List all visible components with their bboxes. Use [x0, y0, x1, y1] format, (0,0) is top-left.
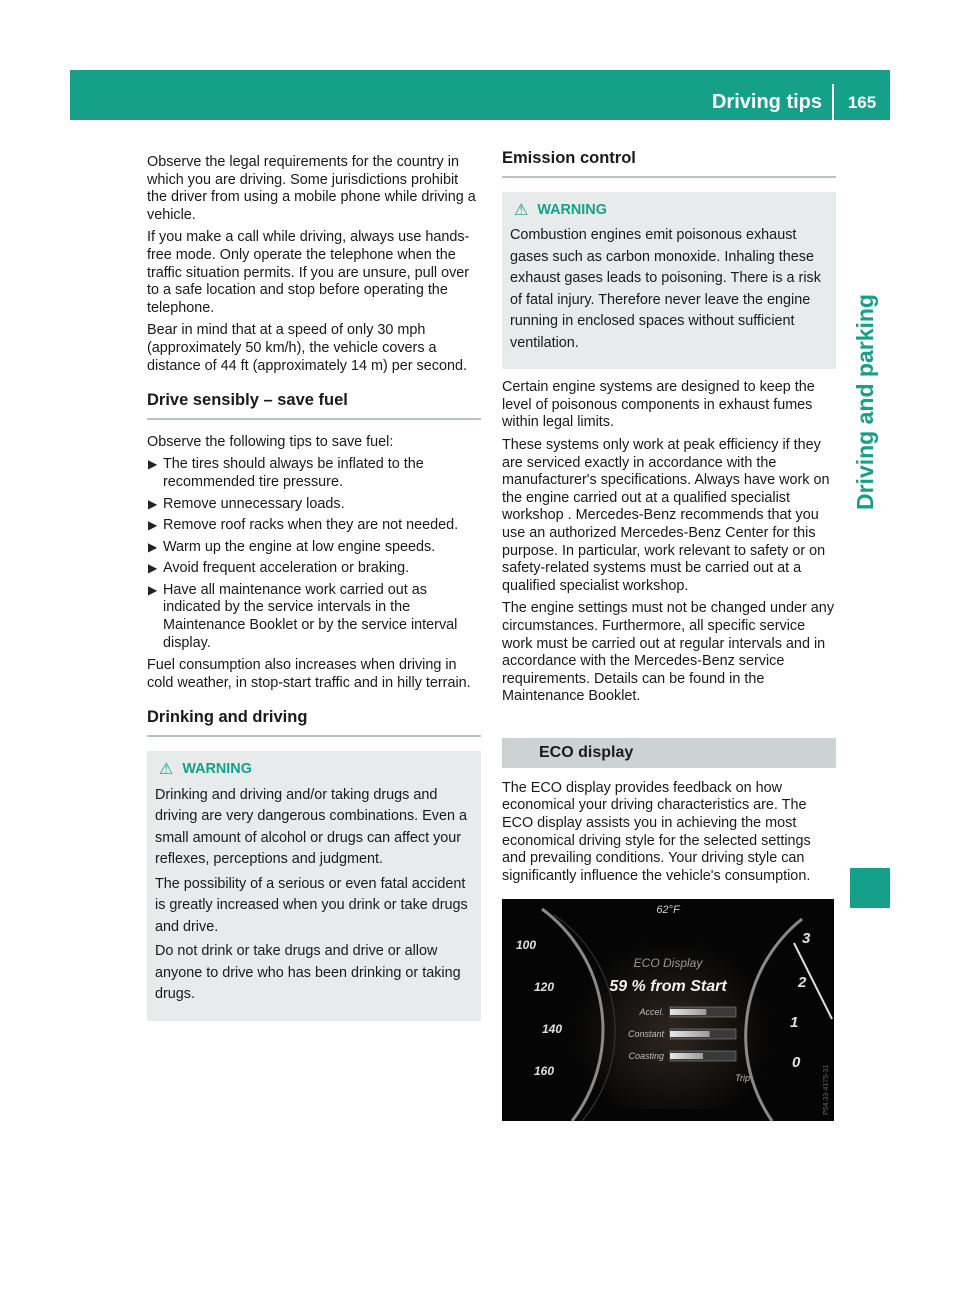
eco-bar-fill [670, 1053, 703, 1059]
speed-mark: 160 [534, 1064, 555, 1079]
chapter-title: Driving tips [711, 91, 822, 113]
list-item: ▶ The tires should always be inflated to the recommended tire pressure. [148, 456, 424, 490]
intro-paragraph: Bear in mind that at a speed of only 30 mph (approximately 50 km/h), the vehicle covers a distance of 44 ft (approximately 14 m) per second. [147, 322, 467, 374]
arrow-icon: ▶ [148, 518, 158, 533]
rpm-mark: 1 [790, 1014, 799, 1032]
emission-paragraph: These systems only work at peak efficiency if they are serviced exactly in accordance with the manufacturer's specifications. Always have work on the engine carried out at a qualified specialist workshop . Mercedes-Benz recommends that you use an authorized Mercedes-Benz Center for this purpose. In particular, work relevant to safety or on safety-related systems must be carried out at a qualified specialist workshop. [502, 436, 830, 594]
section-heading-emission: Emission control [502, 150, 836, 178]
temperature-readout: 62°F [656, 904, 680, 917]
warning-label: WARNING [537, 201, 607, 218]
emission-paragraph: The engine settings must not be changed under any circumstances. Furthermore, all specific service work must be carried out at regular intervals and in accordance with the Mercedes-Benz service requirements. Details can be found in the Maintenance Booklet. [502, 600, 835, 705]
eco-row-label: Coasting [628, 1051, 664, 1062]
rpm-mark: 2 [798, 974, 807, 992]
warning-box-drinking [147, 751, 481, 1021]
emission-paragraph: Certain engine systems are designed to keep the level of poisonous components in exhaust fumes within legal limits. [502, 379, 815, 431]
rpm-mark: 0 [792, 1054, 801, 1072]
warning-triangle-icon: ⚠ [159, 761, 174, 779]
right-column [502, 150, 836, 1121]
arrow-icon: ▶ [148, 561, 158, 576]
side-tab-marker [850, 868, 890, 908]
tips-intro: Observe the following tips to save fuel: [147, 433, 394, 450]
speed-mark: 120 [534, 980, 555, 995]
arrow-icon: ▶ [148, 496, 158, 511]
rpm-mark: 3 [802, 930, 811, 948]
warning-triangle-icon: ⚠ [514, 201, 529, 219]
speed-mark: 100 [516, 938, 537, 953]
section-heading-drinking: Drinking and driving [147, 709, 481, 737]
warning-label: WARNING [182, 761, 252, 778]
list-item: ▶ Remove unnecessary loads. [148, 495, 345, 512]
list-item: ▶ Have all maintenance work carried out as indicated by the service intervals in the Maintenance Booklet or by the service interval display. [148, 581, 458, 651]
side-tab-label: Driving and parking [852, 294, 878, 510]
eco-bar-fill [670, 1009, 706, 1015]
arrow-icon: ▶ [148, 539, 158, 554]
left-column [147, 154, 481, 1031]
warning-paragraph: Do not drink or take drugs and drive or allow anyone to drive who has been drinking or taking drugs. [155, 943, 461, 1003]
section-heading-eco: ECO display [502, 738, 836, 768]
eco-row-label: Constant [627, 1029, 664, 1040]
image-code: P54.33-4175-31 [823, 1065, 830, 1116]
eco-row-label: Accel. [639, 1007, 664, 1018]
eco-bar-fill [670, 1031, 710, 1037]
warning-paragraph: Combustion engines emit poisonous exhaust gases such as carbon monoxide. Inhaling these exhaust gases leads to poisoning. There is a risk of fatal injury. Therefore never leave the engine running in enclosed spaces without sufficient ventilation. [510, 227, 821, 351]
fuel-tips-list [147, 456, 481, 652]
list-item: ▶ Remove roof racks when they are not needed. [148, 517, 459, 534]
warning-paragraph: The possibility of a serious or even fatal accident is greatly increased when you drink or take drugs and drive. [155, 875, 468, 935]
intro-paragraph: If you make a call while driving, always use hands-free mode. Only operate the telephone when the traffic situation permits. If you are unsure, pull over to a safe location and stop before operating the telephone. [147, 229, 470, 316]
list-item: ▶ Avoid frequent acceleration or braking. [148, 560, 410, 577]
eco-display-title: ECO Display [633, 956, 703, 971]
eco-paragraph: The ECO display provides feedback on how economical your driving characteristics are. The ECO display assists you in achieving the most economical driving style for the selected settings and prevailing conditions. Your driving style can significantly influence the vehicle's consumption. [502, 779, 811, 884]
page-number: 165 [847, 93, 877, 112]
arrow-icon: ▶ [148, 457, 158, 472]
eco-display-photo [502, 899, 834, 1121]
fuel-outro: Fuel consumption also increases when driving in cold weather, in stop-start traffic and in hilly terrain. [147, 657, 471, 691]
intro-paragraph: Observe the legal requirements for the country in which you are driving. Some jurisdictions prohibit the driver from using a mobile phone while driving a vehicle. [147, 154, 476, 223]
arrow-icon: ▶ [148, 582, 158, 597]
eco-score: 59 % from Start [609, 978, 727, 996]
speed-mark: 140 [542, 1022, 563, 1037]
warning-box-emission [502, 192, 836, 370]
list-item: ▶ Warm up the engine at low engine speeds. [148, 538, 436, 555]
header-bar [70, 70, 890, 120]
trip-label: Trip [735, 1073, 750, 1084]
section-heading-drive-sensibly: Drive sensibly – save fuel [147, 392, 481, 420]
warning-paragraph: Drinking and driving and/or taking drugs and driving are very dangerous combinations. Even a small amount of alcohol or drugs can affect your reflexes, perceptions and judgment. [155, 786, 467, 868]
